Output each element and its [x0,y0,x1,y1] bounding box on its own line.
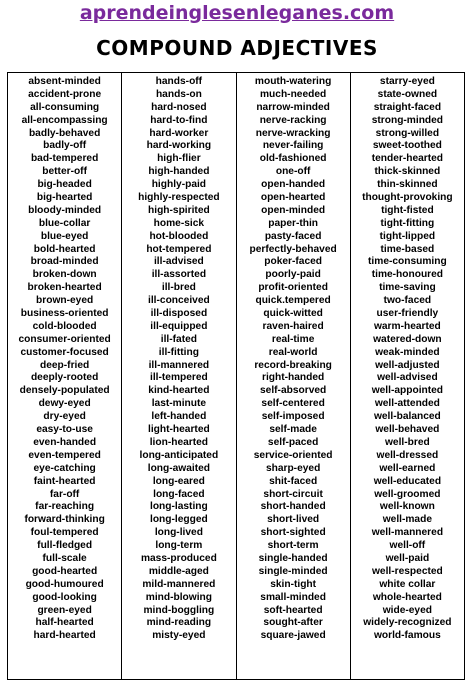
adjective-cell: far-off [49,488,80,500]
adjective-cell: long-faced [153,488,205,500]
adjective-cell: customer-focused [20,346,109,358]
adjective-cell: light-hearted [148,424,210,436]
adjective-cell: well-respected [371,565,443,577]
adjective-cell: narrow-minded [256,101,330,113]
adjective-cell: big-headed [37,179,92,191]
adjective-cell: even-tempered [28,449,101,461]
adjective-cell: all-consuming [30,101,100,113]
adjective-cell: ill-advised [153,256,204,268]
adjective-cell: self-made [269,424,317,436]
adjective-cell: raven-haired [262,320,324,332]
adjective-cell: even-handed [33,436,97,448]
adjective-cell: ill-disposed [150,308,208,320]
adjective-cell: wide-eyed [382,604,432,616]
adjective-cell: dewy-eyed [38,398,91,410]
adjective-cell: long-awaited [147,462,210,474]
adjective-cell: short-sighted [260,527,326,539]
adjective-cell: home-sick [153,217,205,229]
adjective-cell: badly-behaved [28,127,101,139]
adjective-cell: well-adjusted [375,359,440,371]
adjective-cell: self-centered [261,398,325,410]
adjective-cell: sharp-eyed [265,462,321,474]
adjective-cell: good-looking [32,591,97,603]
adjective-cell: strong-minded [371,114,444,126]
adjective-cell: quick-witted [263,308,323,320]
adjective-cell: bold-hearted [33,243,96,255]
adjective-cell: warm-hearted [373,320,441,332]
adjective-cell: white collar [379,578,436,590]
adjective-cell: long-anticipated [139,449,219,461]
adjective-cell: high-flier [157,153,201,165]
adjective-cell: big-hearted [36,192,93,204]
adjective-cell: business-oriented [20,308,109,320]
column-4 [350,73,464,679]
adjective-cell: ill-equipped [150,320,208,332]
adjective-cell: green-eyed [37,604,92,616]
adjective-cell: old-fashioned [259,153,327,165]
adjective-cell: soft-hearted [263,604,323,616]
adjective-cell: nerve-wracking [255,127,331,139]
adjective-cell: lion-hearted [149,436,209,448]
adjective-cell: well-paid [385,552,430,564]
adjective-cell: well-educated [373,475,442,487]
adjective-cell: profit-oriented [258,282,328,294]
adjective-cell: widely-recognized [363,617,452,629]
adjective-cell: good-humoured [25,578,104,590]
adjective-cell: bad-tempered [30,153,99,165]
adjective-cell: one-off [275,166,311,178]
adjective-cell: single-handed [258,552,328,564]
adjective-cell: broken-hearted [27,282,102,294]
adjective-cell: time-based [380,243,435,255]
adjective-cell: blue-collar [38,217,91,229]
adjective-cell: broken-down [32,269,97,281]
adjective-cell: hot-tempered [146,243,212,255]
adjective-cell: watered-down [373,333,442,345]
adjective-cell: ill-fitting [158,346,199,358]
adjective-cell: starry-eyed [379,76,435,87]
adjective-cell: single-minded [258,565,328,577]
adjective-cell: shit-faced [269,475,318,487]
adjective-cell: ill-conceived [148,295,210,307]
adjective-cell: forward-thinking [24,514,105,526]
adjective-cell: state-owned [377,88,438,100]
column-2 [121,73,235,679]
adjective-cell: last-minute [151,398,207,410]
adjective-cell: left-handed [151,411,207,423]
adjective-cell: deep-fried [40,359,90,371]
adjective-cell: thick-skinned [374,166,441,178]
adjective-cell: ill-assorted [151,269,207,281]
adjective-cell: tender-hearted [371,153,444,165]
adjective-cell: well-advised [377,372,438,384]
column-3 [236,73,350,679]
adjective-cell: well-attended [374,398,440,410]
adjective-cell: hot-blooded [149,230,209,242]
adjective-cell: well-appointed [371,385,444,397]
adjective-cell: mind-reading [146,617,212,629]
adjective-cell: middle-aged [148,565,209,577]
adjective-cell: service-oriented [253,449,333,461]
adjective-cell: strong-willed [375,127,440,139]
adjective-cell: poker-faced [264,256,322,268]
page-title: COMPOUND ADJECTIVES [96,36,378,60]
adjective-cell: foul-tempered [30,527,99,539]
adjective-cell: self-imposed [261,411,325,423]
adjective-cell: high-spirited [148,204,210,216]
adjective-cell: record-breaking [254,359,332,371]
adjective-cell: hard-nosed [151,101,207,113]
adjective-cell: well-groomed [374,488,441,500]
adjective-cell: open-handed [261,179,326,191]
adjective-cell: ill-fated [160,333,197,345]
adjective-cell: well-behaved [375,424,440,436]
adjective-cell: thought-provoking [362,192,453,204]
adjective-cell: never-failing [262,140,324,152]
adjective-cell: well-known [379,501,435,513]
adjective-cell: short-lived [267,514,320,526]
adjective-cell: ill-bred [161,282,196,294]
adjective-cell: good-hearted [32,565,98,577]
adjective-cell: mind-boggling [143,604,215,616]
adjective-cell: hard-hearted [33,630,96,642]
adjective-cell: mild-mannered [142,578,216,590]
adjective-cell: better-off [42,166,87,178]
adjective-cell: self-absorved [260,385,327,397]
adjective-cell: poorly-paid [265,269,321,281]
adjective-cell: open-hearted [260,192,326,204]
adjective-cell: time-consuming [368,256,447,268]
adjective-cell: densely-populated [19,385,110,397]
adjective-cell: tight-lipped [379,230,436,242]
adjective-cell: bloody-minded [28,204,102,216]
adjective-cell: long-eared [152,475,205,487]
adjectives-table [7,72,465,680]
adjective-cell: time-honoured [371,269,444,281]
adjective-cell: short-handed [260,501,326,513]
adjective-cell: perfectly-behaved [249,243,337,255]
adjective-cell: eye-catching [33,462,96,474]
adjective-cell: short-circuit [263,488,323,500]
adjective-cell: hard-working [146,140,212,152]
adjective-cell: long-lived [154,527,203,539]
adjective-cell: hard-worker [149,127,209,139]
adjective-cell: ill-tempered [150,372,208,384]
adjective-cell: cold-blooded [32,320,97,332]
adjective-cell: nerve-racking [259,114,327,126]
adjective-cell: quick.tempered [255,295,331,307]
adjective-cell: thin-skinned [377,179,438,191]
adjective-cell: real-time [271,333,315,345]
adjective-cell: paper-thin [268,217,319,229]
adjective-cell: two-faced [383,295,432,307]
adjective-cell: badly-off [43,140,87,152]
adjective-cell: kind-hearted [148,385,210,397]
adjective-cell: full-fledged [37,540,93,552]
adjective-cell: highly-paid [151,179,207,191]
adjective-cell: well-made [382,514,432,526]
adjective-cell: absent-minded [28,76,101,87]
adjective-cell: brown-eyed [36,295,94,307]
adjective-cell: well-mannered [371,527,444,539]
adjective-cell: accident-prone [28,88,102,100]
adjective-cell: right-handed [262,372,325,384]
adjective-cell: misty-eyed [152,630,206,642]
adjective-cell: straight-faced [373,101,442,113]
adjective-cell: hard-to-find [150,114,208,126]
adjective-cell: tight-fitting [380,217,435,229]
adjective-cell: well-balanced [373,411,441,423]
site-url[interactable]: aprendeinglesenleganes.com [79,2,395,24]
adjective-cell: world-famous [373,630,441,642]
adjective-cell: full-scale [42,552,87,564]
adjective-cell: much-needed [260,88,327,100]
adjective-cell: open-minded [261,204,326,216]
adjective-cell: square-jawed [260,630,326,642]
adjective-cell: sweet-toothed [372,140,442,152]
adjective-cell: tight-fisted [381,204,434,216]
adjective-cell: well-bred [385,436,430,448]
adjective-cell: real-world [268,346,318,358]
adjective-cell: mind-blowing [145,591,212,603]
adjective-cell: well-dressed [376,449,439,461]
adjective-cell: far-reaching [35,501,95,513]
adjective-cell: high-handed [148,166,210,178]
adjective-cell: long-legged [150,514,208,526]
adjective-cell: all-encompassing [21,114,108,126]
adjective-cell: consumer-oriented [18,333,111,345]
adjective-cell: whole-hearted [372,591,442,603]
adjective-cell: highly-respected [138,192,220,204]
adjective-cell: skin-tight [270,578,317,590]
adjective-cell: long-term [155,540,203,552]
adjective-cell: user-friendly [376,308,439,320]
adjective-cell: mouth-watering [254,76,332,87]
adjective-cell: easy-to-use [36,424,93,436]
adjective-cell: time-saving [379,282,436,294]
adjective-cell: hands-on [155,88,202,100]
adjective-cell: self-paced [267,436,319,448]
adjective-cell: small-minded [260,591,326,603]
column-1 [8,73,121,679]
adjective-cell: mass-produced [140,552,217,564]
adjective-cell: sought-after [263,617,323,629]
adjective-cell: pasty-faced [264,230,322,242]
adjective-cell: ill-mannered [148,359,210,371]
adjective-cell: deeply-rooted [30,372,99,384]
adjective-cell: long-lasting [150,501,208,513]
adjective-cell: faint-hearted [33,475,96,487]
adjective-cell: well-off [389,540,426,552]
adjective-cell: well-earned [379,462,436,474]
adjective-cell: hands-off [155,76,203,87]
adjective-cell: dry-eyed [43,411,86,423]
adjective-cell: blue-eyed [40,230,89,242]
adjective-cell: weak-minded [375,346,440,358]
adjective-cell: half-hearted [35,617,94,629]
adjective-cell: broad-minded [30,256,99,268]
adjective-cell: short-term [267,540,319,552]
